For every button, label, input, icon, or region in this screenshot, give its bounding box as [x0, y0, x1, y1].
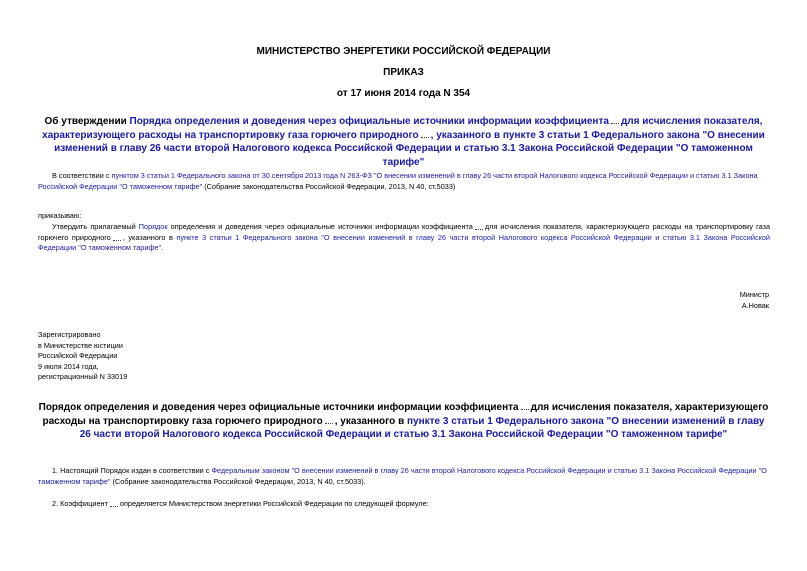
registration-line: Российской Федерации	[38, 351, 118, 361]
doc-type-heading: ПРИКАЗ	[383, 67, 424, 78]
gas-symbol-icon	[325, 418, 333, 424]
preamble-law-link[interactable]: пунктом 3 статьи 1 Федерального закона от 30 сентября 2013 года N 263-ФЗ "О внесении изменений в главу 26 части второй Налогового кодекса Российской Федерации и статью 3.1 Закона Российской Федерации "О таможенном тарифе"	[38, 171, 758, 191]
order-law-link[interactable]: пункте 3 статьи 1 Федерального закона "О внесении изменений в главу 26 части второй Налогового кодекса Российской Федерации и статью 3.1 Закона Российской Федерации "О таможенном тарифе"	[38, 232, 771, 252]
procedure-item-2: 2. Коэффициент определяется Министерством энергетики Российской Федерации по следующей формуле:	[52, 499, 429, 508]
order-title	[36, 115, 771, 169]
federal-law-link[interactable]: Федеральным законом "О внесении изменений в главу 26 части второй Налогового кодекса Российской Федерации и статью 3.1 Закона Российской Федерации "О таможенном тарифе"	[38, 466, 767, 486]
procedure-law-link[interactable]: пункте 3 статьи 1 Федерального закона "О внесении изменений в главу 26 части второй Налогового кодекса Российской Федерации и статью 3.1 Закона Российской Федерации "О таможенном тарифе"	[79, 415, 765, 440]
signature-block	[740, 290, 769, 311]
gas-symbol-icon	[113, 235, 121, 241]
signature-position: Министр	[739, 290, 769, 299]
registration-line: в Министерстве юстиции	[38, 340, 123, 350]
procedure-item-1: 1. Настоящий Порядок издан в соответствии с Федеральным законом "О внесении изменений в главу 26 части второй Налогового кодекса Российской Федерации и статью 3.1 Закона Российской Федерации "О таможенном тарифе" (Собрание законодательства Российской Федерации, 2013, N 40, ст.5033).	[38, 466, 767, 486]
coefficient-symbol-icon	[521, 404, 529, 410]
title-link[interactable]: Порядка определения и доведения через официальные источники информации коэффициента для исчисления показателя, характеризующего расходы на транспортировку газа горючего природного , указанного в пункте 3 статьи 1 Федерального закона "О внесении изменений в главу 26 части второй Налогового кодекса Российской Федерации и статью 3.1 Закона Российской Федерации "О таможенном тарифе"	[42, 116, 765, 168]
gas-symbol-icon	[421, 132, 429, 138]
procedure-link[interactable]: Порядок	[138, 222, 168, 231]
preamble-paragraph: В соответствии с пунктом 3 статьи 1 Федерального закона от 30 сентября 2013 года N 263-ФЗ "О внесении изменений в главу 26 части второй Налогового кодекса Российской Федерации и статью 3.1 Закона Российской Федерации "О таможенном тарифе" (Собрание законодательства Российской Федерации, 2013, N 40, ст.5033)	[38, 171, 758, 191]
registration-line: Зарегистрировано	[38, 330, 101, 339]
registration-block	[38, 330, 127, 383]
ministry-heading: МИНИСТЕРСТВО ЭНЕРГЕТИКИ РОССИЙСКОЙ ФЕДЕРАЦИИ	[256, 46, 551, 57]
coefficient-symbol-icon	[475, 224, 483, 230]
coefficient-symbol-icon	[110, 501, 118, 507]
coefficient-symbol-icon	[611, 118, 619, 124]
date-number: от 17 июня 2014 года N 354	[336, 88, 471, 99]
signature-name: А.Новак	[741, 300, 769, 310]
registration-line: регистрационный N 33019	[38, 372, 128, 382]
title-prefix: Об утверждении	[44, 116, 130, 127]
order-word: приказываю:	[38, 211, 82, 220]
order-paragraph: Утвердить прилагаемый Порядок определения и доведения через официальные источники информации коэффициента для исчисления показателя, характеризующего расходы на транспортировку газа горючего природного , указанного в пункте 3 статьи 1 Федерального закона "О внесении изменений в главу 26 части второй Налогового кодекса Российской Федерации и статью 3.1 Закона Российской Федерации "О таможенном тарифе".	[38, 222, 771, 252]
registration-line: 9 июля 2014 года,	[38, 361, 99, 371]
procedure-title: Порядок определения и доведения через официальные источники информации коэффициента для исчисления показателя, характеризующего расходы на транспортировку газа горючего природного , указанного в пункте 3 статьи 1 Федерального закона "О внесении изменений в главу 26 части второй Налогового кодекса Российской Федерации и статью 3.1 Закона Российской Федерации "О таможенном тарифе"	[38, 402, 769, 440]
